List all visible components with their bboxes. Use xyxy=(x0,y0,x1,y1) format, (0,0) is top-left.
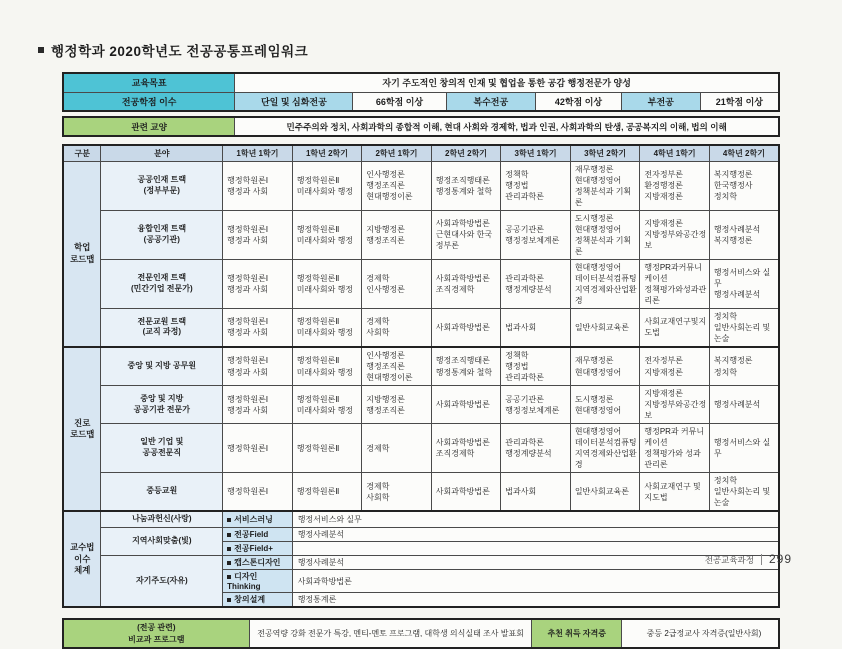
course-line: 이수 xyxy=(74,553,91,564)
course-line: 사회과학방법론 xyxy=(435,438,490,448)
course-cell xyxy=(292,386,362,424)
course-line: 미래사회와 행정 xyxy=(296,367,354,377)
course-cell xyxy=(570,424,640,473)
course-line: 관리과학론 xyxy=(505,273,544,283)
course-line: 행정과 사회 xyxy=(227,284,269,294)
course-line: (민간기업 전문가) xyxy=(130,283,193,293)
course-cell xyxy=(570,386,640,424)
course-cell xyxy=(223,308,293,347)
course-line: 조직경제학 xyxy=(435,449,475,459)
course-cell xyxy=(362,347,432,386)
course-cell xyxy=(709,259,779,308)
course-cell xyxy=(431,424,501,473)
course-line: 행정조직행태론 xyxy=(435,175,490,185)
field-cell: 자기주도(자유) xyxy=(101,556,223,608)
table-row xyxy=(63,528,779,542)
course-line: 지역경제와산업환경 xyxy=(574,449,637,470)
pedagogy-course-cell: 행정사례분석 xyxy=(292,528,779,542)
course-cell xyxy=(362,386,432,424)
course-line: 행정정보체계론 xyxy=(505,405,560,415)
pedagogy-course-cell: 행정서비스와 실무 xyxy=(292,511,779,527)
course-line: 행정과 사회 xyxy=(227,367,269,377)
course-line: 복지행정론 xyxy=(713,235,753,245)
title-bullet-icon xyxy=(38,47,44,53)
goal-label-cell: 교육목표 xyxy=(63,73,235,92)
field-cell xyxy=(101,161,223,210)
program-value-cell: 전공역량 강화 전문가 특강, 멘티-멘토 프로그램, 대학생 의식실태 조사 발표회 xyxy=(249,619,532,648)
course-line: 복지행정론 xyxy=(713,356,753,366)
program-label-line: 비교과 프로그램 xyxy=(128,634,185,644)
course-cell xyxy=(431,308,501,347)
course-line: 미래사회와 행정 xyxy=(296,186,354,196)
course-line: 공공인재 트랙 xyxy=(137,174,187,184)
course-line: 행정학원론Ⅱ xyxy=(296,443,340,453)
course-cell xyxy=(501,386,571,424)
course-cell xyxy=(640,424,710,473)
course-line: 지방정부와공간정보 xyxy=(644,230,707,251)
course-line: 미래사회와 행정 xyxy=(296,235,354,245)
column-header: 구분 xyxy=(63,145,101,161)
course-line: 미래사회와 행정 xyxy=(296,284,354,294)
credit-value-cell: 66학점 이상 xyxy=(353,92,446,111)
pedagogy-item-label: 서비스러닝 xyxy=(234,515,273,525)
course-line: 현대행정영어 xyxy=(574,367,622,377)
course-cell xyxy=(501,424,571,473)
course-line: 환경행정론 xyxy=(644,181,683,191)
course-line: 복지행정론 xyxy=(713,170,753,180)
column-header: 분야 xyxy=(101,145,223,161)
pedagogy-item-label: 캡스톤디자인 xyxy=(234,558,281,568)
course-line: 행정학원론Ⅱ xyxy=(296,273,340,283)
course-line: 미래사회와 행정 xyxy=(296,328,354,338)
table-row xyxy=(63,259,779,308)
cert-label-cell: 추천 취득 자격증 xyxy=(532,619,622,648)
course-line: 사회학 xyxy=(366,492,390,502)
course-cell xyxy=(570,347,640,386)
footer-page-number: 299 xyxy=(768,552,792,566)
course-line: 교수법 xyxy=(70,542,95,553)
course-cell xyxy=(501,259,571,308)
liberal-label-cell: 관련 교양 xyxy=(63,117,235,136)
course-line: 일반사회논리 및 논술 xyxy=(713,487,771,508)
course-cell xyxy=(501,473,571,512)
course-line: 정책분석과 기획론 xyxy=(574,186,632,207)
field-cell xyxy=(101,424,223,473)
course-cell xyxy=(223,347,293,386)
course-cell xyxy=(223,386,293,424)
course-cell xyxy=(501,308,571,347)
pedagogy-item-cell xyxy=(223,542,293,556)
table-row xyxy=(63,424,779,473)
column-header: 4학년 1학기 xyxy=(640,145,710,161)
credit-value-cell: 42학점 이상 xyxy=(536,92,622,111)
cert-value-cell: 중등 2급정교사 자격증(일반사회) xyxy=(621,619,779,648)
square-bullet-icon xyxy=(227,575,231,579)
field-cell xyxy=(101,386,223,424)
course-cell xyxy=(570,308,640,347)
square-bullet-icon xyxy=(227,533,231,537)
course-line: 경제학 xyxy=(366,273,390,283)
page-title xyxy=(38,40,780,60)
course-line: 공공기관 전문가 xyxy=(133,404,190,414)
course-cell xyxy=(709,424,779,473)
course-line: 융합인재 트랙 xyxy=(137,223,187,233)
course-line: 지방재정론 xyxy=(644,367,683,377)
course-line: 데이터분석컴퓨팅 xyxy=(574,273,637,283)
course-line: 행정학원론Ⅰ xyxy=(227,317,269,327)
course-line: 행정PR과커뮤니케이션 xyxy=(644,262,702,283)
table-row xyxy=(63,386,779,424)
course-line: 행정조직론 xyxy=(366,405,405,415)
column-header: 4학년 2학기 xyxy=(709,145,779,161)
course-line: 사회학 xyxy=(366,328,390,338)
column-header: 2학년 2학기 xyxy=(431,145,501,161)
course-line: 일반 기업 및 xyxy=(140,437,184,447)
course-line: 행정통계와 철학 xyxy=(435,186,493,196)
field-cell xyxy=(101,210,223,259)
pedagogy-item-cell xyxy=(223,570,293,593)
table-row xyxy=(63,511,779,527)
course-line: 현대행정영어 xyxy=(574,427,622,437)
course-cell xyxy=(362,424,432,473)
course-line: 공공기관론 xyxy=(505,394,544,404)
square-bullet-icon xyxy=(227,598,231,602)
course-line: 정책학 xyxy=(505,350,529,360)
course-cell xyxy=(640,386,710,424)
course-line: 인사행정론 xyxy=(366,284,405,294)
field-cell: 지역사회맞춤(빛) xyxy=(101,528,223,556)
course-line: 행정서비스와 실무 xyxy=(713,268,771,289)
page-footer xyxy=(705,552,792,566)
course-line: 인사행정론 xyxy=(366,350,405,360)
column-header: 1학년 1학기 xyxy=(223,145,293,161)
extracurricular-table xyxy=(62,618,780,649)
course-line: 정책평가와성과관리론 xyxy=(644,284,707,305)
table-row xyxy=(63,210,779,259)
course-cell xyxy=(709,386,779,424)
pedagogy-item-label: 전공Field+ xyxy=(234,544,273,554)
credit-type-cell: 부전공 xyxy=(621,92,700,111)
column-header: 2학년 1학기 xyxy=(362,145,432,161)
course-line: 전자정부론 xyxy=(644,356,683,366)
course-cell xyxy=(292,424,362,473)
section-group-cell xyxy=(63,161,101,347)
course-line: 사회과학방법론 xyxy=(435,487,490,497)
course-cell xyxy=(362,473,432,512)
liberal-value-cell: 민주주의와 정치, 사회과학의 종합적 이해, 현대 사회와 경제학, 법과 인권, 사회과학의 탄생, 공공복지의 이해, 법의 이해 xyxy=(235,117,779,136)
column-header: 3학년 1학기 xyxy=(501,145,571,161)
page-title-text: 행정학과 2020학년도 전공공통프레임워크 xyxy=(51,44,309,59)
course-line: 행정학원론Ⅱ xyxy=(296,175,340,185)
course-cell xyxy=(640,347,710,386)
course-cell xyxy=(640,210,710,259)
course-line: 일반사회논리 및 논술 xyxy=(713,322,771,343)
course-line: 정치학 xyxy=(713,367,738,377)
curriculum-framework-table xyxy=(62,144,780,608)
table-row xyxy=(63,473,779,512)
course-line: 현대행정영어 xyxy=(574,224,622,234)
course-cell xyxy=(431,347,501,386)
course-line: 중등교원 xyxy=(146,486,178,496)
course-line: 행정학원론Ⅱ xyxy=(296,317,340,327)
course-cell xyxy=(362,210,432,259)
column-header: 3학년 2학기 xyxy=(570,145,640,161)
course-line: 경제학 xyxy=(366,443,390,453)
course-line: 행정계량분석 xyxy=(505,284,552,294)
course-line: 경제학 xyxy=(366,481,390,491)
course-cell xyxy=(362,161,432,210)
square-bullet-icon xyxy=(227,561,231,565)
course-line: 행정학원론Ⅰ xyxy=(227,175,269,185)
course-line: 정책분석과 기획론 xyxy=(574,235,632,256)
course-cell xyxy=(431,473,501,512)
course-line: 사회과학방법론 xyxy=(435,273,490,283)
course-cell xyxy=(640,161,710,210)
field-cell: 나눔과헌신(사랑) xyxy=(101,511,223,527)
course-line: 사회과학방법론 xyxy=(435,322,490,332)
course-cell xyxy=(501,161,571,210)
course-line: 인사행정론 xyxy=(366,170,405,180)
course-line: 행정학원론Ⅱ xyxy=(296,356,340,366)
course-line: 전자정부론 xyxy=(644,170,683,180)
course-cell xyxy=(362,259,432,308)
pedagogy-course-cell: 사회과학방법론 xyxy=(292,570,779,593)
course-cell xyxy=(570,161,640,210)
course-cell xyxy=(223,259,293,308)
course-cell xyxy=(292,308,362,347)
credit-type-cell: 복수전공 xyxy=(446,92,536,111)
course-line: 행정학원론Ⅰ xyxy=(227,273,269,283)
course-cell xyxy=(223,473,293,512)
course-line: 사회교재연구 및 지도법 xyxy=(644,481,701,502)
course-line: 체계 xyxy=(74,564,91,575)
course-cell xyxy=(292,161,362,210)
course-line: (공공기관) xyxy=(143,234,180,244)
course-line: 행정법 xyxy=(505,362,529,371)
course-line: 지방재정론 xyxy=(644,219,683,229)
course-line: 지방정부와공간정보 xyxy=(644,400,707,421)
course-line: 행정조직론 xyxy=(366,362,405,371)
course-line: 정책학 xyxy=(505,170,529,180)
course-line: 행정학원론Ⅰ xyxy=(227,224,269,234)
table-row xyxy=(63,308,779,347)
section-group-cell xyxy=(63,347,101,511)
course-line: 지방행정론 xyxy=(366,394,405,404)
course-line: 사회과학방법론 xyxy=(435,400,490,410)
course-cell xyxy=(431,161,501,210)
course-cell xyxy=(431,259,501,308)
course-line: 조직경제학 xyxy=(435,284,475,294)
course-line: 행정조직론 xyxy=(366,181,405,191)
course-cell xyxy=(501,347,571,386)
course-line: 행정과 사회 xyxy=(227,186,269,196)
course-line: 관리과학론 xyxy=(505,438,544,448)
pedagogy-course-cell: 행정통계론 xyxy=(292,593,779,608)
course-line: 현대행정영어 xyxy=(574,405,622,415)
field-cell xyxy=(101,308,223,347)
section-group-cell xyxy=(63,511,101,607)
course-line: 공공전문직 xyxy=(142,448,182,458)
course-line: 법과사회 xyxy=(505,322,537,332)
course-line: 일반사회교육론 xyxy=(574,487,629,497)
course-cell xyxy=(501,210,571,259)
program-label-line: (전공 관련) xyxy=(137,623,176,633)
course-cell xyxy=(292,347,362,386)
footer-section-label: 전공교육과정 xyxy=(704,555,754,565)
course-line: 행정법 xyxy=(505,181,529,191)
pedagogy-item-label: 디자인Thinking xyxy=(227,572,261,592)
course-line: 로드맵 xyxy=(70,253,95,264)
credit-value-cell: 21학점 이상 xyxy=(700,92,779,111)
course-cell xyxy=(709,473,779,512)
course-line: 행정학원론Ⅱ xyxy=(296,224,340,234)
course-line: 행정서비스와 실무 xyxy=(713,438,771,459)
course-line: 행정계량분석 xyxy=(505,449,552,459)
table-row xyxy=(63,161,779,210)
table-row xyxy=(63,347,779,386)
course-line: 행정사례분석 xyxy=(713,224,761,234)
course-cell xyxy=(362,308,432,347)
course-cell xyxy=(292,210,362,259)
course-line: 행정학원론Ⅰ xyxy=(227,356,269,366)
course-line: 행정과 사회 xyxy=(227,328,269,338)
course-line: 행정학원론Ⅰ xyxy=(227,443,269,453)
course-line: 도시행정론 xyxy=(574,213,614,223)
course-line: 현대행정이론 xyxy=(366,373,413,383)
course-line: 경제학 xyxy=(366,317,390,327)
course-line: 행정PR과 커뮤니케이션 xyxy=(644,427,705,448)
course-cell xyxy=(640,308,710,347)
course-cell xyxy=(709,308,779,347)
course-cell xyxy=(431,386,501,424)
course-cell xyxy=(223,161,293,210)
course-line: 관리과학론 xyxy=(505,192,544,202)
course-cell xyxy=(292,259,362,308)
course-line: 사회교재연구및지도법 xyxy=(644,317,707,338)
course-line: 일반사회교육론 xyxy=(574,322,629,332)
pedagogy-course-cell: 행정사례분석 xyxy=(292,556,779,570)
pedagogy-item-cell xyxy=(223,528,293,542)
course-line: 행정학원론Ⅱ xyxy=(296,487,340,497)
credits-label-cell: 전공학점 이수 xyxy=(63,92,235,111)
course-line: 지역경제와산업환경 xyxy=(574,284,637,305)
course-cell xyxy=(292,473,362,512)
credit-type-cell: 단일 및 심화전공 xyxy=(235,92,353,111)
course-line: 미래사회와 행정 xyxy=(296,405,354,415)
field-cell xyxy=(101,347,223,386)
field-cell xyxy=(101,259,223,308)
course-line: 정책평가와 성과관리론 xyxy=(644,449,701,470)
field-cell xyxy=(101,473,223,512)
course-cell xyxy=(709,210,779,259)
course-cell xyxy=(640,473,710,512)
education-goal-table xyxy=(62,72,780,112)
course-line: 행정사례분석 xyxy=(713,400,761,410)
square-bullet-icon xyxy=(227,518,231,522)
course-line: 현대행정영어 xyxy=(574,262,622,272)
course-cell xyxy=(431,210,501,259)
course-line: 행정조직론 xyxy=(366,235,405,245)
course-line: 전문교원 트랙 xyxy=(137,316,187,326)
course-line: 재무행정론 xyxy=(574,356,614,366)
course-cell xyxy=(709,161,779,210)
goal-value-cell: 자기 주도적인 창의적 인재 및 협업을 통한 공감 행정전문가 양성 xyxy=(235,73,779,92)
course-cell xyxy=(570,210,640,259)
course-cell xyxy=(223,424,293,473)
course-line: 행정학원론Ⅱ xyxy=(296,394,340,404)
course-line: 도시행정론 xyxy=(574,394,614,404)
course-line: 행정조직행태론 xyxy=(435,356,490,366)
course-line: 행정과 사회 xyxy=(227,405,269,415)
course-cell xyxy=(709,347,779,386)
course-line: 공공기관론 xyxy=(505,224,544,234)
footer-divider xyxy=(761,554,762,565)
course-line: 행정통계와 철학 xyxy=(435,367,493,377)
course-line: 행정학원론Ⅰ xyxy=(227,394,269,404)
program-label-cell xyxy=(63,619,249,648)
course-line: 행정사례분석 xyxy=(713,290,761,300)
course-line: 관리과학론 xyxy=(505,373,544,383)
course-line: (교직 과정) xyxy=(142,327,182,337)
course-line: 학업 xyxy=(74,242,91,253)
pedagogy-item-label: 창의설계 xyxy=(234,595,266,605)
course-line: 지방행정론 xyxy=(366,224,405,234)
course-cell xyxy=(570,473,640,512)
course-line: 법과사회 xyxy=(505,487,537,497)
pedagogy-item-cell xyxy=(223,511,293,527)
course-line: 정치학 xyxy=(713,476,738,486)
course-line: 데이터분석컴퓨팅 xyxy=(574,438,637,448)
course-line: 행정과 사회 xyxy=(227,235,269,245)
course-line: 한국행정사 xyxy=(713,181,753,191)
course-line: 로드맵 xyxy=(70,429,95,440)
course-line: 재무행정론 xyxy=(574,164,614,174)
course-line: 지방재정론 xyxy=(644,192,683,202)
course-cell xyxy=(570,259,640,308)
course-line: 진로 xyxy=(74,417,91,428)
course-cell xyxy=(223,210,293,259)
pedagogy-item-label: 전공Field xyxy=(234,530,269,540)
course-line: 지방재정론 xyxy=(644,389,683,399)
square-bullet-icon xyxy=(227,547,231,551)
course-line: 중앙 및 지방 공무원 xyxy=(127,361,197,371)
course-line: 중앙 및 지방 xyxy=(140,393,184,403)
course-line: 사회과학방법론 xyxy=(435,219,490,229)
column-header: 1학년 2학기 xyxy=(292,145,362,161)
course-line: 전문인재 트랙 xyxy=(137,273,187,283)
related-liberal-arts-table xyxy=(62,116,780,137)
pedagogy-item-cell xyxy=(223,556,293,570)
course-line: 행정학원론Ⅰ xyxy=(227,487,269,497)
course-line: (정부부문) xyxy=(143,185,180,195)
course-cell xyxy=(640,259,710,308)
course-line: 현대행정영어 xyxy=(574,175,622,185)
course-line: 행정정보체계론 xyxy=(505,235,560,245)
course-line: 현대행정이론 xyxy=(366,192,413,202)
course-line: 근현대사와 한국정부론 xyxy=(435,230,493,251)
course-line: 정치학 xyxy=(713,192,738,202)
framework-header-row xyxy=(63,145,779,161)
course-line: 정치학 xyxy=(713,311,738,321)
table-row xyxy=(63,556,779,570)
